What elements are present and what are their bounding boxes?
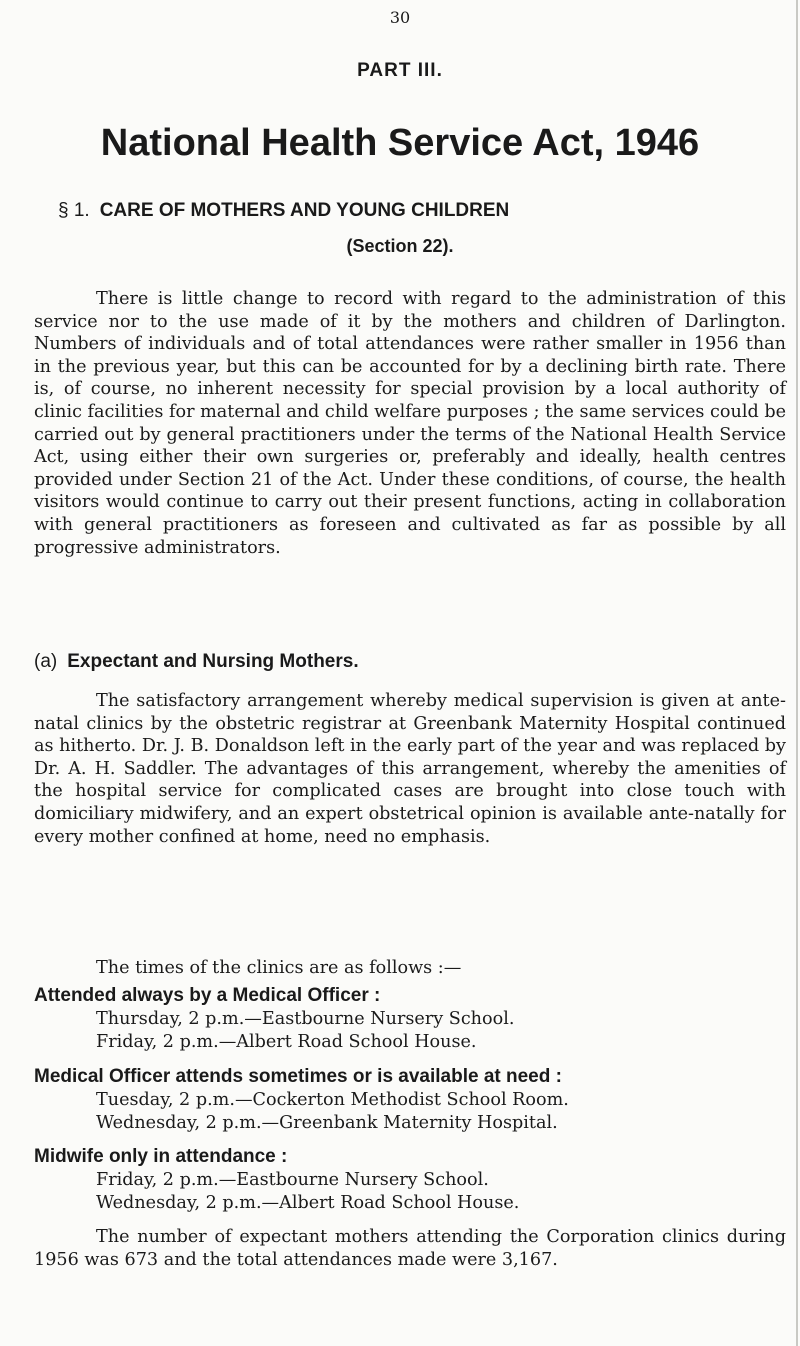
clinic-group-title: Midwife only in attendance : (34, 1146, 288, 1167)
clinic-group-title: Attended always by a Medical Officer : (34, 985, 381, 1006)
clinic-line: Thursday, 2 p.m.—Eastbourne Nursery School. (96, 1009, 515, 1029)
section-symbol: § 1. (58, 200, 90, 221)
page-number: 30 (389, 8, 411, 27)
clinic-line: Wednesday, 2 p.m.—Albert Road School House. (96, 1193, 520, 1213)
clinic-group-midwife-only (34, 1144, 786, 1215)
arrangement-paragraph: The satisfactory arrangement whereby medical supervision is given at ante-natal clinics by the obstetric registrar at Greenbank Maternity Hospital continued as hitherto. Dr. J. B. Donaldson left in the early part of the year and was replaced by Dr. A. H. Saddler. The advantages of this arrangement, whereby the amenities of the hospital service for complicated cases are brought into close touch with domiciliary midwifery, and an expert obstetrical opinion is available ante-natally for every mother confined at home, need no emphasis. (34, 691, 786, 847)
clinic-line: Friday, 2 p.m.—Eastbourne Nursery School. (96, 1170, 489, 1190)
section-reference: (Section 22). (346, 236, 454, 256)
subsection-title: Expectant and Nursing Mothers. (67, 651, 359, 672)
clinic-line: Friday, 2 p.m.—Albert Road School House. (96, 1032, 477, 1052)
part-heading: PART III. (357, 60, 443, 81)
clinic-times-intro: The times of the clinics are as follows :— (96, 958, 462, 978)
subsection-label: (a) (34, 651, 58, 672)
page-edge-shadow (796, 0, 798, 1346)
clinic-group-medical-officer-always (34, 983, 786, 1054)
attendance-summary-paragraph: The number of expectant mothers attending the Corporation clinics during 1956 was 673 and the total attendances made were 3,167. (34, 1227, 786, 1270)
section-title: CARE OF MOTHERS AND YOUNG CHILDREN (99, 200, 510, 221)
clinic-group-medical-officer-sometimes (34, 1064, 786, 1135)
clinic-group-title: Medical Officer attends sometimes or is available at need : (34, 1066, 562, 1087)
section-heading (58, 200, 778, 222)
act-title: National Health Service Act, 1946 (100, 122, 700, 164)
clinic-line: Tuesday, 2 p.m.—Cockerton Methodist School Room. (96, 1090, 569, 1110)
intro-paragraph: There is little change to record with regard to the administration of this service nor to the use made of it by the mothers and children of Darlington. Numbers of individuals and of total attendances were rather smaller in 1956 than in the previous year, but this can be accounted for by a declining birth rate. There is, of course, no inherent necessity for special provision by a local authority of clinic facilities for maternal and child welfare purposes ; the same services could be carried out by general practitioners under the terms of the National Health Service Act, using either their own surgeries or, preferably and ideally, health centres provided under Section 21 of the Act. Under these conditions, of course, the health visitors would continue to carry out their present functions, acting in collaboration with general practitioners as foreseen and cultivated as far as possible by all progressive administrators. (34, 289, 786, 558)
clinic-line: Wednesday, 2 p.m.—Greenbank Maternity Hospital. (96, 1113, 558, 1133)
subsection-heading (34, 651, 359, 673)
